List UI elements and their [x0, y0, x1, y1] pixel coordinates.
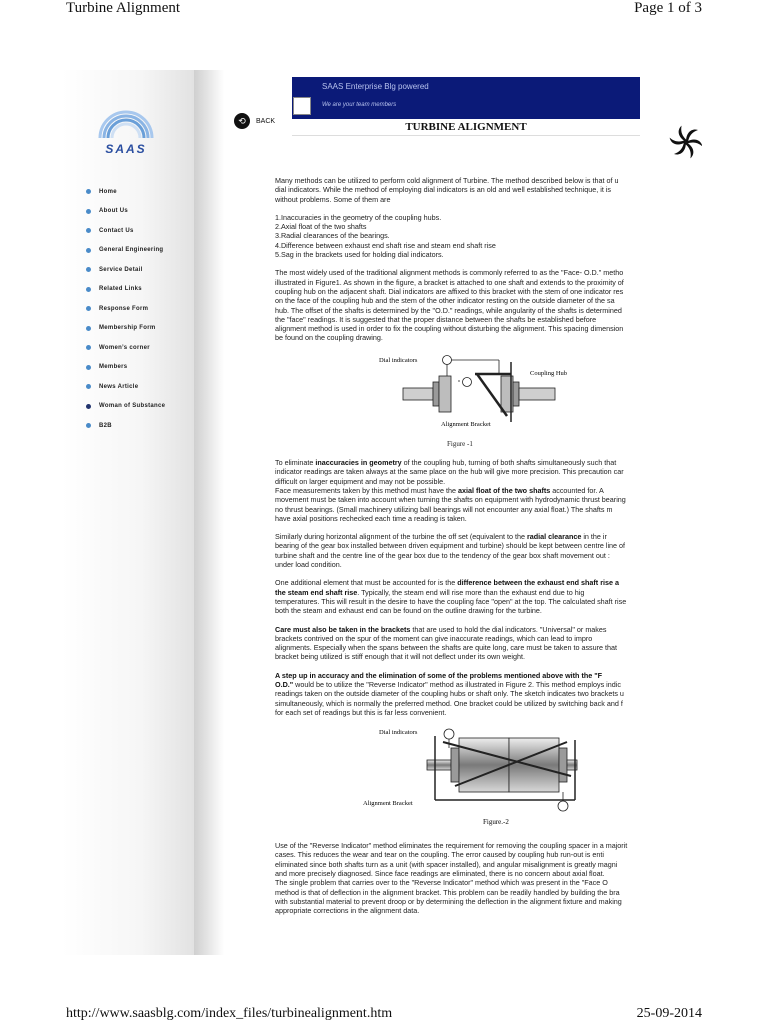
text-line: bracket being utilized is stiff enough that it will not deflect under its own weight.: [275, 652, 525, 662]
bullet-icon: [86, 228, 91, 233]
list-item: 5.Sag in the brackets used for holding dial indicators.: [275, 250, 444, 260]
sidebar-item-label: B2B: [99, 422, 112, 429]
figure-2: [275, 726, 702, 838]
text-line: difficult on larger equipment and may not be possible.: [275, 476, 446, 486]
text-line: Similarly during horizontal alignment of the turbine the off set (equivalent to the: [275, 532, 527, 542]
text-line: Face measurements taken by this method must have the: [275, 485, 458, 495]
text-line: bearing of the gear box installed between driven equipment and turbine) should be kept between centre line of: [275, 541, 626, 551]
sidebar-item-label: General Engineering: [99, 247, 164, 254]
banner-line-2: We are your team members: [322, 102, 397, 108]
list-item: 1.Inaccuracies in the geometry of the coupling hubs.: [275, 212, 442, 222]
reverse-indicator-benefits-paragraph: [275, 841, 702, 915]
list-item: 4.Difference between exhaust end shaft rise and steam end shaft rise: [275, 240, 496, 250]
text-line: under load condition.: [275, 560, 342, 570]
text-line: The single problem that carries over to the "Reverse Indicator" method which was present in the "Face O: [275, 878, 608, 888]
text-line: with substantial material to prevent droop or by determining the deflection in the alignment fixture and making: [275, 896, 622, 906]
text-line: be found on the coupling drawing.: [275, 333, 383, 343]
sidebar-item-members[interactable]: [86, 358, 165, 378]
text-line: brackets contrived on the spur of the moment can give inaccurate readings, which can lead to impro: [275, 633, 593, 643]
print-footer-url: http://www.saasblg.com/index_files/turbinealignment.htm: [66, 1006, 393, 1021]
saas-logo[interactable]: [94, 102, 158, 158]
sidebar-item-womens-corner[interactable]: [86, 338, 165, 358]
text-line: the "face" readings. It is suggested that the proper distance between the shafts be established before: [275, 314, 597, 324]
text-line: Many methods can be utilized to perform cold alignment of Turbine. The method described below is that of u: [275, 176, 619, 185]
reverse-indicator-diagram: [275, 726, 702, 838]
fig1-hub-label: Coupling Hub: [530, 369, 568, 377]
bullet-icon: [86, 267, 91, 272]
sidebar-item-label: About Us: [99, 208, 129, 215]
text-line: and more precisely diagnosed. Since face readings are eliminated, there is no concern about axial float.: [275, 869, 605, 879]
sidebar-item-label: News Article: [99, 383, 139, 390]
sidebar-item-label: Service Detail: [99, 266, 143, 273]
sidebar-item-label: Membership Form: [99, 325, 156, 332]
text-line: turbine shaft and the centre line of the gear box due to the tendency of the gear box shaft movement out :: [275, 550, 610, 560]
emphasis: Care must also be taken in the brackets: [275, 624, 411, 634]
text-line: illustrated in Figure1. As shown in the figure, a bracket is attached to one shaft and extends to the proximity of: [275, 277, 624, 287]
text-line: would be to utilize the "Reverse Indicator" method as illustrated in Figure 2. This method employs indic: [293, 679, 621, 689]
text-line: One additional element that must be accounted for is the: [275, 578, 458, 588]
text-line: that are used to hold the dial indicators. "Universal" or makes: [410, 624, 607, 634]
radial-clearance-paragraph: [275, 532, 702, 569]
sidebar-item-label: Response Form: [99, 305, 149, 312]
emphasis: inaccuracies in geometry: [315, 458, 402, 468]
sidebar-item-home[interactable]: [86, 182, 165, 202]
emphasis: difference between the exhaust end shaft rise a: [457, 578, 619, 588]
sidebar-item-response-form[interactable]: [86, 299, 165, 319]
bullet-icon: [86, 423, 91, 428]
reverse-indicator-paragraph: [275, 671, 702, 717]
geometry-paragraph: [275, 458, 702, 523]
bullet-icon: [86, 384, 91, 389]
bullet-icon: [86, 189, 91, 194]
text-line: no thrust bearings. (Small machinery utilizing ball bearings will not encounter any axial float.) The shafts m: [275, 504, 613, 514]
bullet-icon: [86, 345, 91, 350]
text-line: for each set of readings but this is far less convenient.: [275, 707, 447, 717]
back-button[interactable]: [234, 113, 275, 129]
problems-list: [275, 213, 702, 259]
sidebar-item-b2b[interactable]: [86, 416, 165, 436]
text-line: method is that of deflection in the alignment bracket. This problem can be readily handled by building the bra: [275, 887, 620, 897]
text-line: appropriate corrections in the alignment data.: [275, 906, 420, 916]
emphasis: the steam end shaft rise: [275, 587, 358, 597]
fig1-bracket-label: Alignment Bracket: [441, 420, 491, 428]
text-line: of the coupling hub, turning of both shafts simultaneously such that: [401, 458, 617, 468]
sidebar-shadow: [194, 70, 224, 955]
text-line: in the ir: [581, 532, 607, 542]
page-title: TURBINE ALIGNMENT: [292, 119, 640, 136]
text-line: Use of the "Reverse Indicator" method eliminates the requirement for removing the coupling spacer in a majorit: [275, 841, 628, 851]
text-line: cases. This reduces the wear and tear on the coupling. The error caused by coupling hub run-out is enti: [275, 850, 604, 860]
sidebar-item-service-detail[interactable]: [86, 260, 165, 280]
site-banner: [292, 77, 640, 119]
text-line: . Typically, the steam end will rise more than the exhaust end due to hig: [357, 587, 585, 597]
bullet-icon: [86, 306, 91, 311]
intro-paragraph: [275, 176, 702, 204]
fig2-dial-label: Dial indicators: [379, 729, 418, 737]
saas-arc-icon: [94, 102, 158, 142]
text-line: eliminated since both shafts turn as a unit (with spacer installed), and angular misalignment is greatly magni: [275, 859, 618, 869]
text-line: simultaneously, which is normally the preferred method. One bracket could be utilized by switching back and f: [275, 698, 623, 708]
sidebar-item-label: Contact Us: [99, 227, 134, 234]
text-line: dial indicators. While the method of employing dial indicators is an old and well established technique, it is: [275, 185, 612, 195]
bullet-icon: [86, 404, 91, 409]
sidebar-item-contact-us[interactable]: [86, 221, 165, 241]
text-line: temperatures. This will result in the desire to have the coupling face "open" at the top. The calculated shaft rise: [275, 596, 627, 606]
bullet-icon: [86, 209, 91, 214]
sidebar-item-label: Related Links: [99, 286, 142, 293]
text-line: on the face of the coupling hub and the stem of the other indicator resting on the outside diameter of the sa: [275, 296, 615, 306]
sidebar-item-general-engineering[interactable]: [86, 241, 165, 261]
text-line: hub. The offset of the shafts is determined by the "O.D." readings, while angularity of the shafts is determined: [275, 305, 622, 315]
face-od-alignment-diagram: [275, 352, 702, 436]
fig1-dial-label: Dial indicators: [379, 356, 418, 364]
brackets-paragraph: [275, 625, 702, 662]
text-line: have axial positions rechecked each time a reading is taken.: [275, 513, 467, 523]
print-page-number: Page 1 of 3: [634, 0, 702, 16]
banner-line-1: SAAS Enterprise Blg powered: [322, 82, 429, 91]
sidebar-item-label: Home: [99, 188, 117, 195]
sidebar-item-related-links[interactable]: [86, 280, 165, 300]
emphasis: radial clearance: [526, 532, 582, 542]
text-line: both the steam and exhaust end can be found on the outline drawing for the turbine.: [275, 606, 542, 616]
bullet-icon: [86, 365, 91, 370]
emphasis: A step up in accuracy and the elimination of some of the problems mentioned above with the "F: [275, 670, 603, 680]
swirl-icon: [668, 124, 702, 160]
list-item: 3.Radial clearances of the bearings.: [275, 231, 390, 241]
sidebar-item-membership-form[interactable]: [86, 319, 165, 339]
print-footer-date: 25-09-2014: [636, 1006, 702, 1021]
sidebar-item-news-article[interactable]: [86, 377, 165, 397]
text-line: The most widely used of the traditional alignment methods is commonly referred to as the "Face- O.D." metho: [275, 268, 624, 278]
emphasis: axial float of the two shafts: [457, 485, 551, 495]
text-line: accounted for. A: [550, 485, 604, 495]
back-arrow-icon: ⟲: [234, 113, 250, 129]
print-header: [66, 0, 702, 20]
sidebar-item-label: Women’s corner: [99, 344, 150, 351]
figure-1-caption-wrap: [275, 439, 702, 449]
text-line: readings taken on the outside diameter of the coupling hubs or shaft only. The sketch indicates two brackets u: [275, 689, 624, 699]
text-line: coupling hub on the adjacent shaft. Dial indicators are affixed to this bracket with the stem of one indicator res: [275, 286, 624, 296]
sidebar-item-label: Woman of Substance: [99, 403, 166, 410]
sidebar-item-about-us[interactable]: [86, 202, 165, 222]
emphasis: O.D.": [275, 679, 294, 689]
print-header-title: Turbine Alignment: [66, 0, 181, 16]
list-item: 2.Axial float of the two shafts: [275, 222, 367, 232]
sidebar-item-label: Members: [99, 364, 128, 371]
sidebar-item-woman-of-substance[interactable]: [86, 397, 165, 417]
text-line: indicator readings are taken always at the same place on the hub will give more precision. This precaution car: [275, 467, 624, 477]
text-line: alignments. Especially when the spans between the shafts are quite long, care must be taken to assure that: [275, 643, 618, 653]
bullet-icon: [86, 326, 91, 331]
banner-image-placeholder: [293, 97, 311, 115]
shaft-rise-paragraph: [275, 578, 702, 615]
text-line: alignment method is used in order to fix the coupling without disturbing the alignment. This spacing dimension: [275, 324, 624, 334]
logo-text: SAAS: [105, 142, 147, 156]
web-page: [62, 70, 702, 955]
bullet-icon: [86, 248, 91, 253]
article-body: [275, 176, 702, 925]
text-line: To eliminate: [275, 458, 316, 468]
fig2-bracket-label: Alignment Bracket: [363, 800, 413, 808]
face-od-paragraph: [275, 268, 702, 342]
text-line: movement must be taken into account when turning the shafts on equipment with hydrodynamic thrust bearing: [275, 495, 626, 505]
figure-1: [275, 352, 702, 436]
text-line: without problems. Some of them are: [275, 194, 391, 204]
sidebar-nav: [86, 182, 165, 436]
figure-1-caption: Figure -1: [447, 439, 473, 448]
back-label: BACK: [256, 117, 276, 125]
figure-2-caption: Figure.-2: [483, 818, 509, 827]
bullet-icon: [86, 287, 91, 292]
